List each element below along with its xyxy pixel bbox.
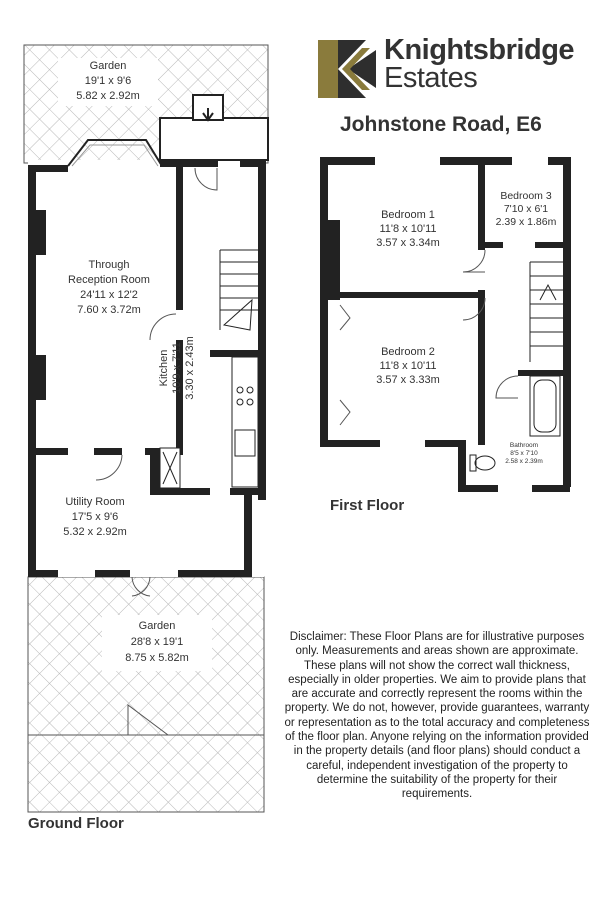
brand-name-line2: Estates bbox=[384, 62, 478, 94]
garden-front-area bbox=[28, 577, 264, 812]
ground-floor-plan bbox=[24, 45, 268, 812]
property-address: Johnstone Road, E6 bbox=[340, 113, 542, 136]
bedroom1-label: Bedroom 1 11'8 x 10'11 3.57 x 3.34m bbox=[376, 209, 440, 249]
garden-rear-label: Garden 19'1 x 9'6 5.82 x 2.92m bbox=[76, 60, 140, 102]
k-monogram-logo bbox=[318, 40, 376, 98]
ground-floor-label: Ground Floor bbox=[28, 815, 124, 832]
first-floor-label: First Floor bbox=[330, 497, 405, 514]
disclaimer-text: Disclaimer: These Floor Plans are for illustrative purposes only. Measurements and areas shown are approximate. These plans will not show the correct wall thickness, especially in older properties. We aim to provide plans that are accurate and correctly represent the rooms within the property. We do not, however, provide guarantees, warranty or representation as to the total accuracy and completeness of the floor plan. Anyone relying on the information provided in the property details (and floor plans) should conduct a careful, independent investigation of the property to determine the suitability of the property for their requirements. bbox=[284, 631, 590, 801]
bedroom2-label: Bedroom 2 11'8 x 10'11 3.57 x 3.33m bbox=[376, 346, 440, 386]
bathroom-label: Bathroom 8'5 x 7'10 2.58 x 2.39m bbox=[505, 442, 543, 465]
brand-name-line1: Knightsbridge bbox=[384, 34, 575, 66]
kitchen-label: Kitchen 10'9 x 7'11 3.30 x 2.43m bbox=[158, 336, 196, 400]
bedroom3-label: Bedroom 3 7'10 x 6'1 2.39 x 1.86m bbox=[495, 190, 557, 228]
brand-name bbox=[384, 36, 574, 92]
utility-room-label: Utility Room 17'5 x 9'6 5.32 x 2.92m bbox=[63, 496, 127, 538]
reception-room-label: Through Reception Room 24'11 x 12'2 7.60 x 3.72m bbox=[68, 259, 150, 316]
garden-front-label: Garden 28'8 x 19'1 8.75 x 5.82m bbox=[125, 620, 189, 664]
